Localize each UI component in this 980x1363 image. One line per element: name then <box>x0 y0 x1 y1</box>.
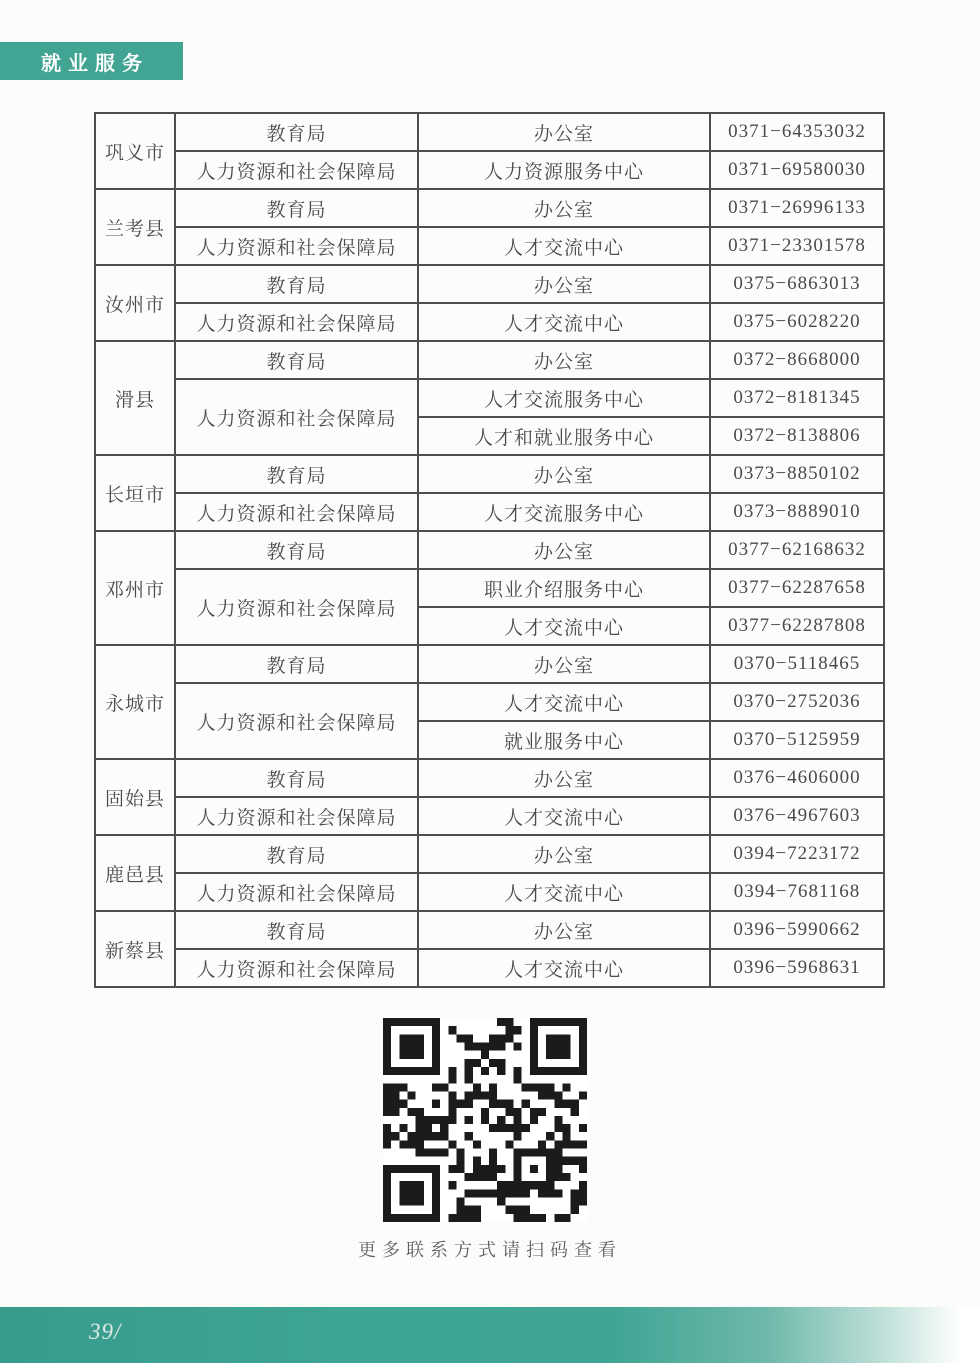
city-cell: 永城市 <box>95 645 175 759</box>
bureau-cell: 教育局 <box>175 265 418 303</box>
department-cell: 办公室 <box>418 759 710 797</box>
table-row <box>95 227 884 265</box>
table-row <box>95 151 884 189</box>
qr-code <box>383 1018 587 1222</box>
table-row <box>95 683 884 721</box>
bureau-cell: 教育局 <box>175 455 418 493</box>
phone-cell: 0370−2752036 <box>710 683 884 721</box>
table-row <box>95 949 884 987</box>
phone-cell: 0377−62287808 <box>710 607 884 645</box>
phone-cell: 0371−64353032 <box>710 113 884 151</box>
phone-cell: 0371−69580030 <box>710 151 884 189</box>
table-row <box>95 835 884 873</box>
qr-caption: 更多联系方式请扫码查看 <box>358 1240 622 1260</box>
city-cell: 巩义市 <box>95 113 175 189</box>
section-badge: 就业服务 <box>0 42 183 80</box>
table-row <box>95 303 884 341</box>
city-cell: 长垣市 <box>95 455 175 531</box>
department-cell: 办公室 <box>418 341 710 379</box>
page-number: 39/ <box>89 1319 122 1344</box>
department-cell: 人力资源服务中心 <box>418 151 710 189</box>
bureau-cell: 教育局 <box>175 531 418 569</box>
bureau-cell: 教育局 <box>175 911 418 949</box>
phone-cell: 0371−26996133 <box>710 189 884 227</box>
department-cell: 办公室 <box>418 835 710 873</box>
table-row <box>95 265 884 303</box>
department-cell: 职业介绍服务中心 <box>418 569 710 607</box>
city-cell: 固始县 <box>95 759 175 835</box>
phone-cell: 0376−4606000 <box>710 759 884 797</box>
department-cell: 人才交流服务中心 <box>418 493 710 531</box>
bureau-cell: 人力资源和社会保障局 <box>175 303 418 341</box>
department-cell: 人才交流中心 <box>418 797 710 835</box>
department-cell: 人才交流中心 <box>418 303 710 341</box>
department-cell: 人才交流中心 <box>418 227 710 265</box>
phone-cell: 0370−5118465 <box>710 645 884 683</box>
department-cell: 人才交流中心 <box>418 683 710 721</box>
phone-cell: 0373−8889010 <box>710 493 884 531</box>
bureau-cell: 教育局 <box>175 645 418 683</box>
department-cell: 人才交流服务中心 <box>418 379 710 417</box>
phone-cell: 0376−4967603 <box>710 797 884 835</box>
table-row <box>95 569 884 607</box>
bureau-cell: 教育局 <box>175 113 418 151</box>
bureau-cell: 人力资源和社会保障局 <box>175 797 418 835</box>
phone-cell: 0396−5968631 <box>710 949 884 987</box>
phone-cell: 0371−23301578 <box>710 227 884 265</box>
phone-cell: 0377−62168632 <box>710 531 884 569</box>
bureau-cell: 教育局 <box>175 835 418 873</box>
bureau-cell: 人力资源和社会保障局 <box>175 873 418 911</box>
bureau-cell: 人力资源和社会保障局 <box>175 151 418 189</box>
bureau-cell: 人力资源和社会保障局 <box>175 379 418 455</box>
phone-cell: 0375−6863013 <box>710 265 884 303</box>
bureau-cell: 人力资源和社会保障局 <box>175 683 418 759</box>
city-cell: 汝州市 <box>95 265 175 341</box>
phone-cell: 0394−7681168 <box>710 873 884 911</box>
phone-cell: 0370−5125959 <box>710 721 884 759</box>
bureau-cell: 人力资源和社会保障局 <box>175 227 418 265</box>
footer-bar <box>0 1307 980 1363</box>
department-cell: 办公室 <box>418 113 710 151</box>
table-row <box>95 531 884 569</box>
table-row <box>95 379 884 417</box>
department-cell: 人才交流中心 <box>418 949 710 987</box>
bureau-cell: 人力资源和社会保障局 <box>175 949 418 987</box>
table-row <box>95 493 884 531</box>
phone-cell: 0373−8850102 <box>710 455 884 493</box>
department-cell: 人才和就业服务中心 <box>418 417 710 455</box>
contacts-table-body <box>95 113 884 987</box>
phone-cell: 0396−5990662 <box>710 911 884 949</box>
phone-cell: 0372−8668000 <box>710 341 884 379</box>
contacts-table <box>94 112 885 988</box>
department-cell: 办公室 <box>418 189 710 227</box>
department-cell: 办公室 <box>418 455 710 493</box>
phone-cell: 0372−8181345 <box>710 379 884 417</box>
table-row <box>95 645 884 683</box>
table-row <box>95 455 884 493</box>
department-cell: 人才交流中心 <box>418 873 710 911</box>
phone-cell: 0375−6028220 <box>710 303 884 341</box>
department-cell: 办公室 <box>418 911 710 949</box>
department-cell: 办公室 <box>418 531 710 569</box>
phone-cell: 0377−62287658 <box>710 569 884 607</box>
bureau-cell: 人力资源和社会保障局 <box>175 493 418 531</box>
bureau-cell: 人力资源和社会保障局 <box>175 569 418 645</box>
table-row <box>95 189 884 227</box>
bureau-cell: 教育局 <box>175 341 418 379</box>
city-cell: 滑县 <box>95 341 175 455</box>
table-row <box>95 341 884 379</box>
department-cell: 办公室 <box>418 265 710 303</box>
table-row <box>95 911 884 949</box>
city-cell: 鹿邑县 <box>95 835 175 911</box>
table-row <box>95 873 884 911</box>
city-cell: 新蔡县 <box>95 911 175 987</box>
city-cell: 兰考县 <box>95 189 175 265</box>
table-row <box>95 797 884 835</box>
department-cell: 人才交流中心 <box>418 607 710 645</box>
department-cell: 就业服务中心 <box>418 721 710 759</box>
table-row <box>95 759 884 797</box>
table-row <box>95 113 884 151</box>
phone-cell: 0372−8138806 <box>710 417 884 455</box>
bureau-cell: 教育局 <box>175 189 418 227</box>
department-cell: 办公室 <box>418 645 710 683</box>
city-cell: 邓州市 <box>95 531 175 645</box>
phone-cell: 0394−7223172 <box>710 835 884 873</box>
bureau-cell: 教育局 <box>175 759 418 797</box>
qr-code-image <box>383 1018 587 1222</box>
